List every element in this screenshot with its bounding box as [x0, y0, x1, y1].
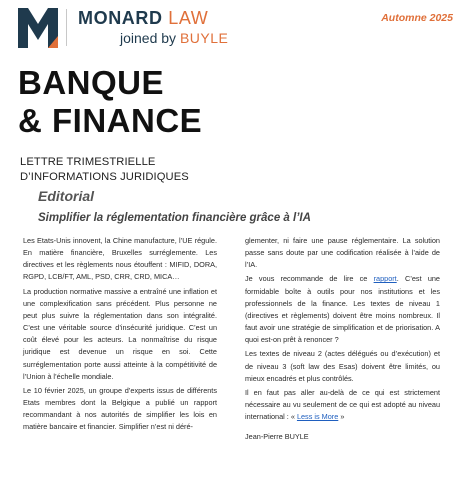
article-headline: Simplifier la réglementation financière grâce à l’IA [38, 212, 311, 224]
right-paragraph-4 [245, 387, 440, 423]
right-paragraph-3: Les textes de niveau 2 (actes délégués ou d’exécution) et de niveau 3 (soft law des Esas) doivent être limités, ou mieux encadrés et plus contrôlés. [245, 349, 440, 383]
brand-wordmark [78, 8, 208, 29]
page-title [18, 64, 202, 140]
title-line-1: BANQUE [18, 64, 165, 101]
article-column-left [23, 235, 217, 436]
right-paragraph-2-text-b: . C’est une formidable boîte à outils pour nos institutions et les professionnels de la finance. Les textes de niveau 1 (directives et règlements) doivent être moins nombreux. Il faut avoir une stratégie de simplification et de priorisation. A quoi est-on prêt à renoncer ? [245, 274, 440, 345]
brand-tagline [120, 30, 228, 46]
right-paragraph-4-text-a: Il en faut pas aller au-delà de ce qui est strictement nécessaire au vu seulement de ce qui est adopté au niveau international : « [245, 387, 440, 422]
rapport-link[interactable]: rapport [373, 274, 397, 284]
title-line-2: & FINANCE [18, 102, 203, 139]
brand-buyle: BUYLE [179, 30, 229, 46]
logo-divider [66, 9, 67, 46]
section-heading: Editorial [38, 188, 95, 204]
article-column-right [245, 235, 440, 446]
newsletter-subtitle [20, 155, 189, 185]
less-is-more-link[interactable]: Less is More [296, 412, 339, 422]
subtitle-line-2: D’INFORMATIONS JURIDIQUES [20, 171, 189, 183]
brand-name: MONARD [78, 8, 163, 28]
left-paragraph-3: Le 10 février 2025, un groupe d’experts issus de différents Etats membres dont la Belgique a publié un rapport recommandant à nos autorités de simplifier les lois en matière bancaire et financier. Simplifier n’est ni déré- [23, 385, 217, 432]
monard-m-logo-icon [18, 8, 58, 48]
left-paragraph-1: Les Etats-Unis innovent, la Chine manufacture, l’UE régule. En matière financière, Bruxelles surréglemente. Les directives et les règlements nous étouffent : MIFID, DORA, RGPD, LCB/FT, AML, PSD, CRR, CRD, MICA… [23, 236, 217, 282]
season-label: Automne 2025 [381, 12, 453, 24]
brand-law: LAW [168, 8, 209, 28]
right-paragraph-2-text-a: Je vous recommande de lire ce [245, 274, 374, 284]
author-signature: Jean-Pierre BUYLE [245, 432, 309, 442]
subtitle-line-1: LETTRE TRIMESTRIELLE [20, 156, 156, 168]
right-paragraph-2 [245, 273, 440, 346]
right-paragraph-1: glementer, ni faire une pause réglementaire. La solution passe sans doute par une codification réalisée à l’aide de l’IA. [245, 236, 440, 270]
right-paragraph-4-text-b: » [338, 412, 345, 422]
joined-by-text: joined by [120, 30, 177, 46]
left-paragraph-2: La production normative massive a entraîné une inflation et une complexification sans précédent. Plus personne ne peut plus suivre la réglementation dans son intégralité. C’est une véritable source d’insécurité juridique. C’est un coût élevé pour les acteurs. La nonmaîtrise du risque juridique est devenue un risque en soi. Cette surréglementation porte aussi atteinte à la compétitivité de l’Union à l’échelle mondiale. [23, 286, 217, 381]
